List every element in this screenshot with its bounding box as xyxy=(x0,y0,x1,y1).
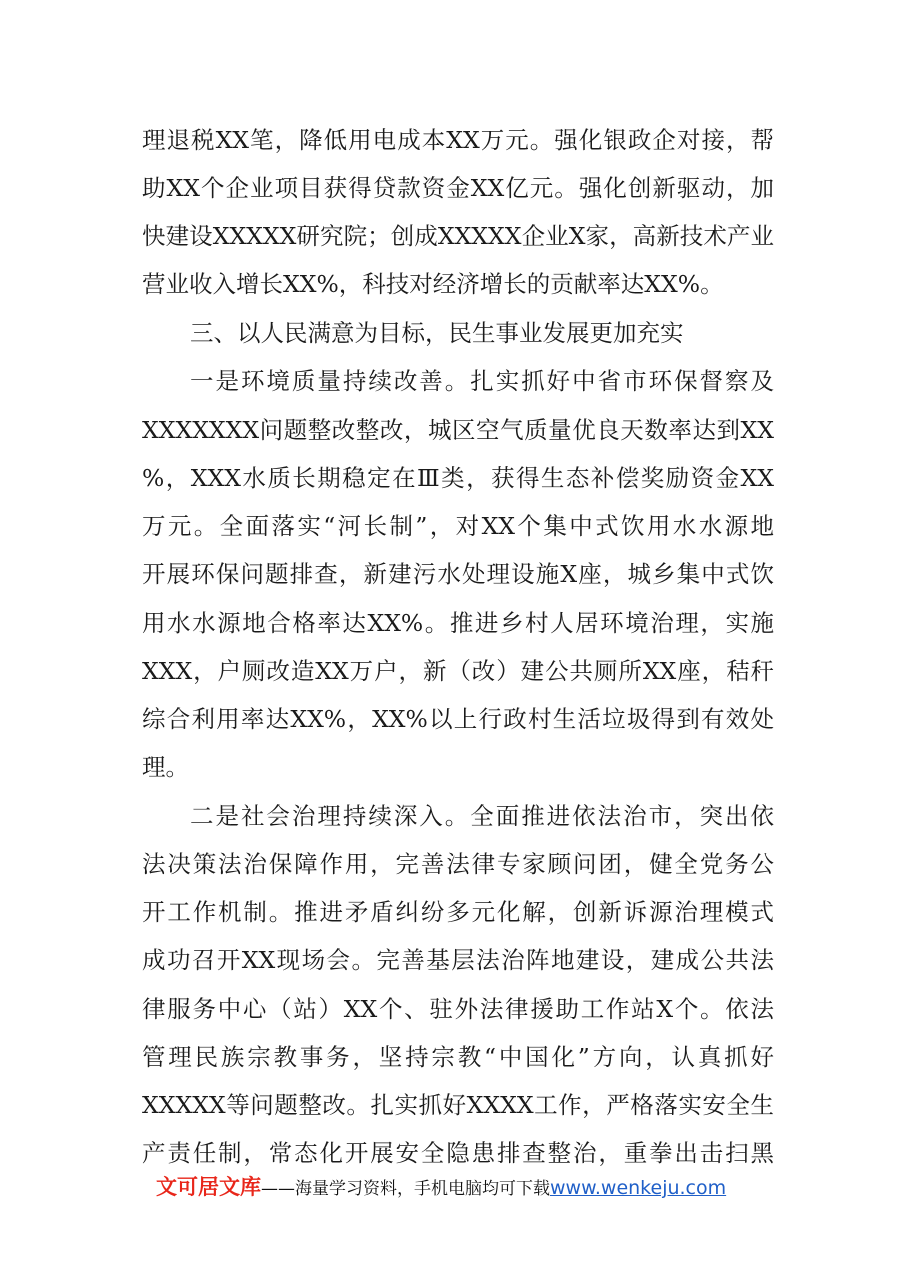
text-line: 产责任制，常态化开展安全隐患排查整治，重拳出击扫黑 xyxy=(142,1139,774,1167)
text-line: 综合利用率达XX%，XX%以上行政村生活垃圾得到有效处 xyxy=(142,705,774,733)
text-line: 快建设XXXXX研究院；创成XXXXX企业X家，高新技术产业 xyxy=(142,222,774,250)
text-line: 理退税XX笔，降低用电成本XX万元。强化银政企对接，帮 xyxy=(142,126,774,154)
text-line: 助XX个企业项目获得贷款资金XX亿元。强化创新驱动，加 xyxy=(142,174,774,202)
text-line: 一是环境质量持续改善。扎实抓好中省市环保督察及 xyxy=(190,367,774,395)
text-line: 开工作机制。推进矛盾纠纷多元化解，创新诉源治理模式 xyxy=(142,898,774,926)
text-line: 万元。全面落实“河长制”，对XX个集中式饮用水水源地 xyxy=(142,512,774,540)
text-line: 管理民族宗教事务，坚持宗教“中国化”方向，认真抓好 xyxy=(142,1043,774,1071)
text-line: 理。 xyxy=(142,753,189,781)
text-line: 成功召开XX现场会。完善基层法治阵地建设，建成公共法 xyxy=(142,946,774,974)
text-line: 二是社会治理持续深入。全面推进依法治市，突出依 xyxy=(190,802,774,830)
footer-brand: 文可居文库 xyxy=(156,1175,261,1199)
text-line: XXXXX等问题整改。扎实抓好XXXX工作，严格落实安全生 xyxy=(142,1091,774,1119)
text-line: XXX，户厕改造XX万户，新（改）建公共厕所XX座，秸秆 xyxy=(142,657,774,685)
text-line: 开展环保问题排查，新建污水处理设施X座，城乡集中式饮 xyxy=(142,560,774,588)
text-line: 用水水源地合格率达XX%。推进乡村人居环境治理，实施 xyxy=(142,609,774,637)
text-line: %，XXX水质长期稳定在Ⅲ类，获得生态补偿奖励资金XX xyxy=(142,464,774,492)
text-line: 律服务中心（站）XX个、驻外法律援助工作站X个。依法 xyxy=(142,995,774,1023)
footer-slogan: ——海量学习资料，手机电脑均可下载 xyxy=(261,1179,550,1199)
text-line: XXXXXXX问题整改整改，城区空气质量优良天数率达到XX xyxy=(142,416,774,444)
text-line: 法决策法治保障作用，完善法律专家顾问团，健全党务公 xyxy=(142,850,774,878)
footer-banner xyxy=(156,1170,756,1204)
text-line: 营业收入增长XX%，科技对经济增长的贡献率达XX%。 xyxy=(142,270,724,298)
footer-link[interactable]: www.wenkeju.com xyxy=(550,1177,727,1199)
section-heading: 三、以人民满意为目标，民生事业发展更加充实 xyxy=(190,319,684,347)
